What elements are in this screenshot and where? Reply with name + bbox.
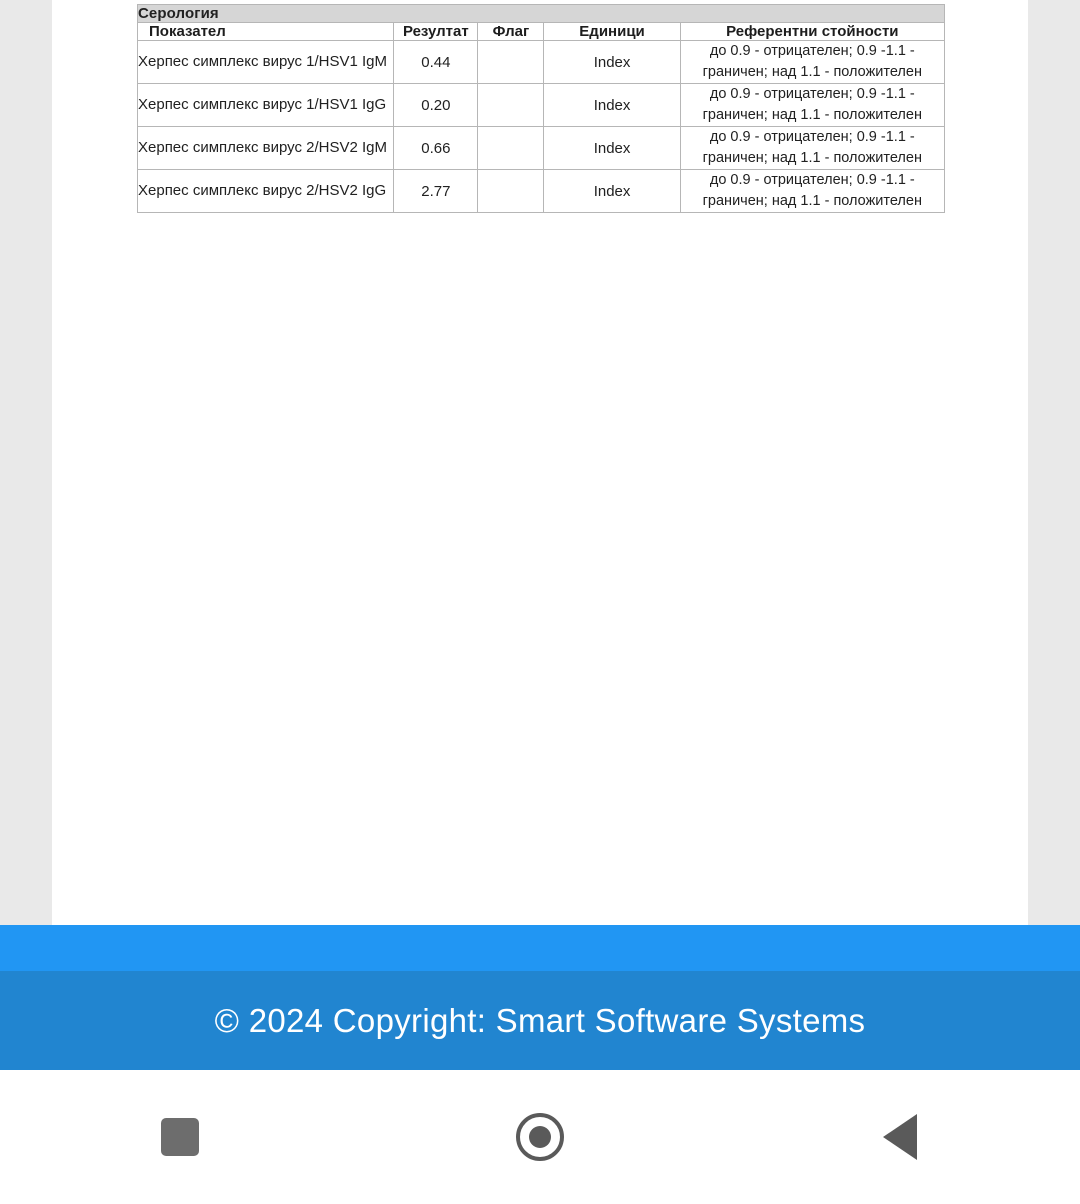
table-header-row	[138, 23, 945, 41]
cell-units: Index	[544, 84, 680, 127]
footer-bar	[0, 971, 1080, 1070]
cell-flag	[478, 84, 544, 127]
cell-indicator: Херпес симплекс вирус 2/HSV2 IgG	[138, 170, 394, 213]
lab-results-table-container	[137, 4, 945, 213]
web-page-content	[52, 0, 1028, 925]
cell-indicator: Херпес симплекс вирус 1/HSV1 IgM	[138, 41, 394, 84]
cell-units: Index	[544, 41, 680, 84]
column-header-indicator: Показател	[138, 23, 394, 41]
cell-result: 0.20	[394, 84, 478, 127]
cell-reference: до 0.9 - отрицателен; 0.9 -1.1 - граничен; над 1.1 - положителен	[680, 84, 944, 127]
accent-bar	[0, 925, 1080, 971]
footer-copyright: © 2024 Copyright: Smart Software Systems	[214, 1001, 866, 1039]
cell-reference: до 0.9 - отрицателен; 0.9 -1.1 - граничен; над 1.1 - положителен	[680, 41, 944, 84]
table-row	[138, 127, 945, 170]
table-row	[138, 84, 945, 127]
cell-result: 0.44	[394, 41, 478, 84]
android-navigation-bar	[0, 1070, 1080, 1204]
recent-apps-button[interactable]	[100, 1070, 260, 1204]
section-title: Серология	[138, 5, 945, 23]
column-header-result: Резултат	[394, 23, 478, 41]
lab-results-table	[137, 4, 945, 213]
cell-flag	[478, 170, 544, 213]
table-section-title-row	[138, 5, 945, 23]
column-header-units: Единици	[544, 23, 680, 41]
cell-result: 2.77	[394, 170, 478, 213]
cell-units: Index	[544, 127, 680, 170]
cell-reference: до 0.9 - отрицателен; 0.9 -1.1 - граничен; над 1.1 - положителен	[680, 170, 944, 213]
cell-units: Index	[544, 170, 680, 213]
back-button[interactable]	[820, 1070, 980, 1204]
column-header-flag: Флаг	[478, 23, 544, 41]
cell-indicator: Херпес симплекс вирус 1/HSV1 IgG	[138, 84, 394, 127]
column-header-reference: Референтни стойности	[680, 23, 944, 41]
table-row	[138, 170, 945, 213]
home-button[interactable]	[460, 1070, 620, 1204]
cell-indicator: Херпес симплекс вирус 2/HSV2 IgM	[138, 127, 394, 170]
cell-reference: до 0.9 - отрицателен; 0.9 -1.1 - граничен; над 1.1 - положителен	[680, 127, 944, 170]
cell-result: 0.66	[394, 127, 478, 170]
table-row	[138, 41, 945, 84]
square-icon	[161, 1118, 199, 1156]
circle-icon	[516, 1113, 564, 1161]
triangle-back-icon	[883, 1114, 917, 1160]
cell-flag	[478, 41, 544, 84]
cell-flag	[478, 127, 544, 170]
